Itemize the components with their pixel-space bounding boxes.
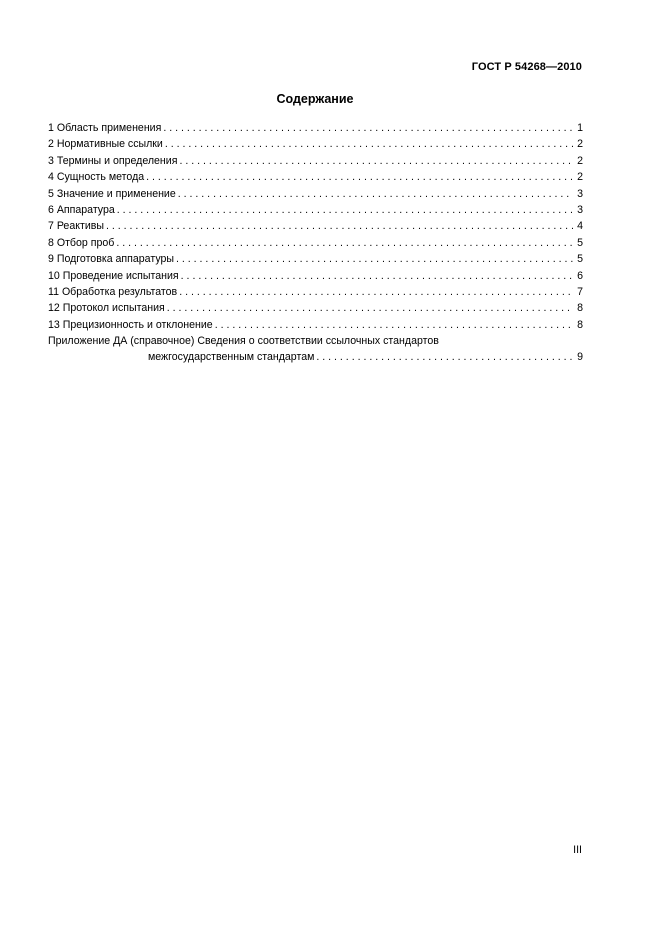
toc-title: Содержание (276, 92, 354, 106)
toc-entry-5[interactable] (48, 186, 583, 202)
toc-appendix-page: 9 (577, 351, 583, 364)
toc-entry-label: 5 Значение и применение (48, 187, 176, 200)
toc-entry-page: 8 (577, 318, 583, 331)
toc-entry-6[interactable] (48, 202, 583, 218)
toc-leader-dots (116, 235, 573, 251)
toc-entry-2[interactable] (48, 136, 583, 152)
toc-entry-9[interactable] (48, 251, 583, 267)
toc-leader-dots (179, 153, 573, 169)
toc-entry-12[interactable] (48, 300, 583, 316)
toc-appendix-heading[interactable]: Приложение ДА (справочное) Сведения о соответствии ссылочных стандартов (48, 335, 439, 348)
toc-entry-page: 3 (577, 203, 583, 216)
toc-entry-11[interactable] (48, 284, 583, 300)
toc-entry-10[interactable] (48, 268, 583, 284)
toc-entry-page: 8 (577, 302, 583, 315)
toc-leader-dots (146, 169, 573, 185)
toc-entry-7[interactable] (48, 218, 583, 234)
toc-leader-dots (178, 186, 573, 202)
toc-appendix-entry[interactable] (48, 349, 583, 365)
toc-entry-page: 7 (577, 285, 583, 298)
toc-entry-3[interactable] (48, 153, 583, 169)
toc-entry-page: 4 (577, 220, 583, 233)
toc-leader-dots (179, 284, 573, 300)
toc-entry-page: 3 (577, 187, 583, 200)
toc-entry-page: 2 (577, 154, 583, 167)
toc-leader-dots (215, 317, 573, 333)
toc-entry-label: 3 Термины и определения (48, 154, 178, 167)
toc-appendix-label: межгосударственным стандартам (148, 351, 315, 364)
toc-entry-label: 4 Сущность метода (48, 171, 145, 184)
toc-entry-label: 11 Обработка результатов (48, 285, 178, 298)
toc-leader-dots (316, 349, 573, 365)
toc-leader-dots (117, 202, 573, 218)
toc-entry-8[interactable] (48, 235, 583, 251)
toc-entry-label: 10 Проведение испытания (48, 269, 179, 282)
toc-leader-dots (165, 136, 573, 152)
toc-leader-dots (181, 268, 573, 284)
toc-entry-label: 6 Аппаратура (48, 203, 115, 216)
toc-entry-1[interactable] (48, 120, 583, 136)
toc-leader-dots (163, 120, 573, 136)
toc-entry-4[interactable] (48, 169, 583, 185)
toc-entry-13[interactable] (48, 317, 583, 333)
toc-entry-label: 13 Прецизионность и отклонение (48, 318, 213, 331)
toc-entry-page: 5 (577, 236, 583, 249)
toc-entry-page: 2 (577, 171, 583, 184)
toc-entry-label: 7 Реактивы (48, 220, 104, 233)
toc-entry-page: 5 (577, 253, 583, 266)
toc-entry-label: 2 Нормативные ссылки (48, 138, 163, 151)
toc-entry-label: 8 Отбор проб (48, 236, 115, 249)
toc-leader-dots (167, 300, 573, 316)
document-code: ГОСТ Р 54268—2010 (471, 61, 582, 73)
toc-leader-dots (106, 218, 573, 234)
toc-entry-label: 1 Область применения (48, 122, 162, 134)
page-number: III (573, 844, 582, 856)
toc-entry-label: 9 Подготовка аппаратуры (48, 253, 174, 266)
toc-entry-page: 6 (577, 269, 583, 282)
table-of-contents (48, 120, 583, 366)
toc-entry-page: 2 (577, 138, 583, 151)
toc-entry-label: 12 Протокол испытания (48, 302, 165, 315)
toc-entry-page: 1 (577, 122, 583, 134)
toc-leader-dots (176, 251, 573, 267)
